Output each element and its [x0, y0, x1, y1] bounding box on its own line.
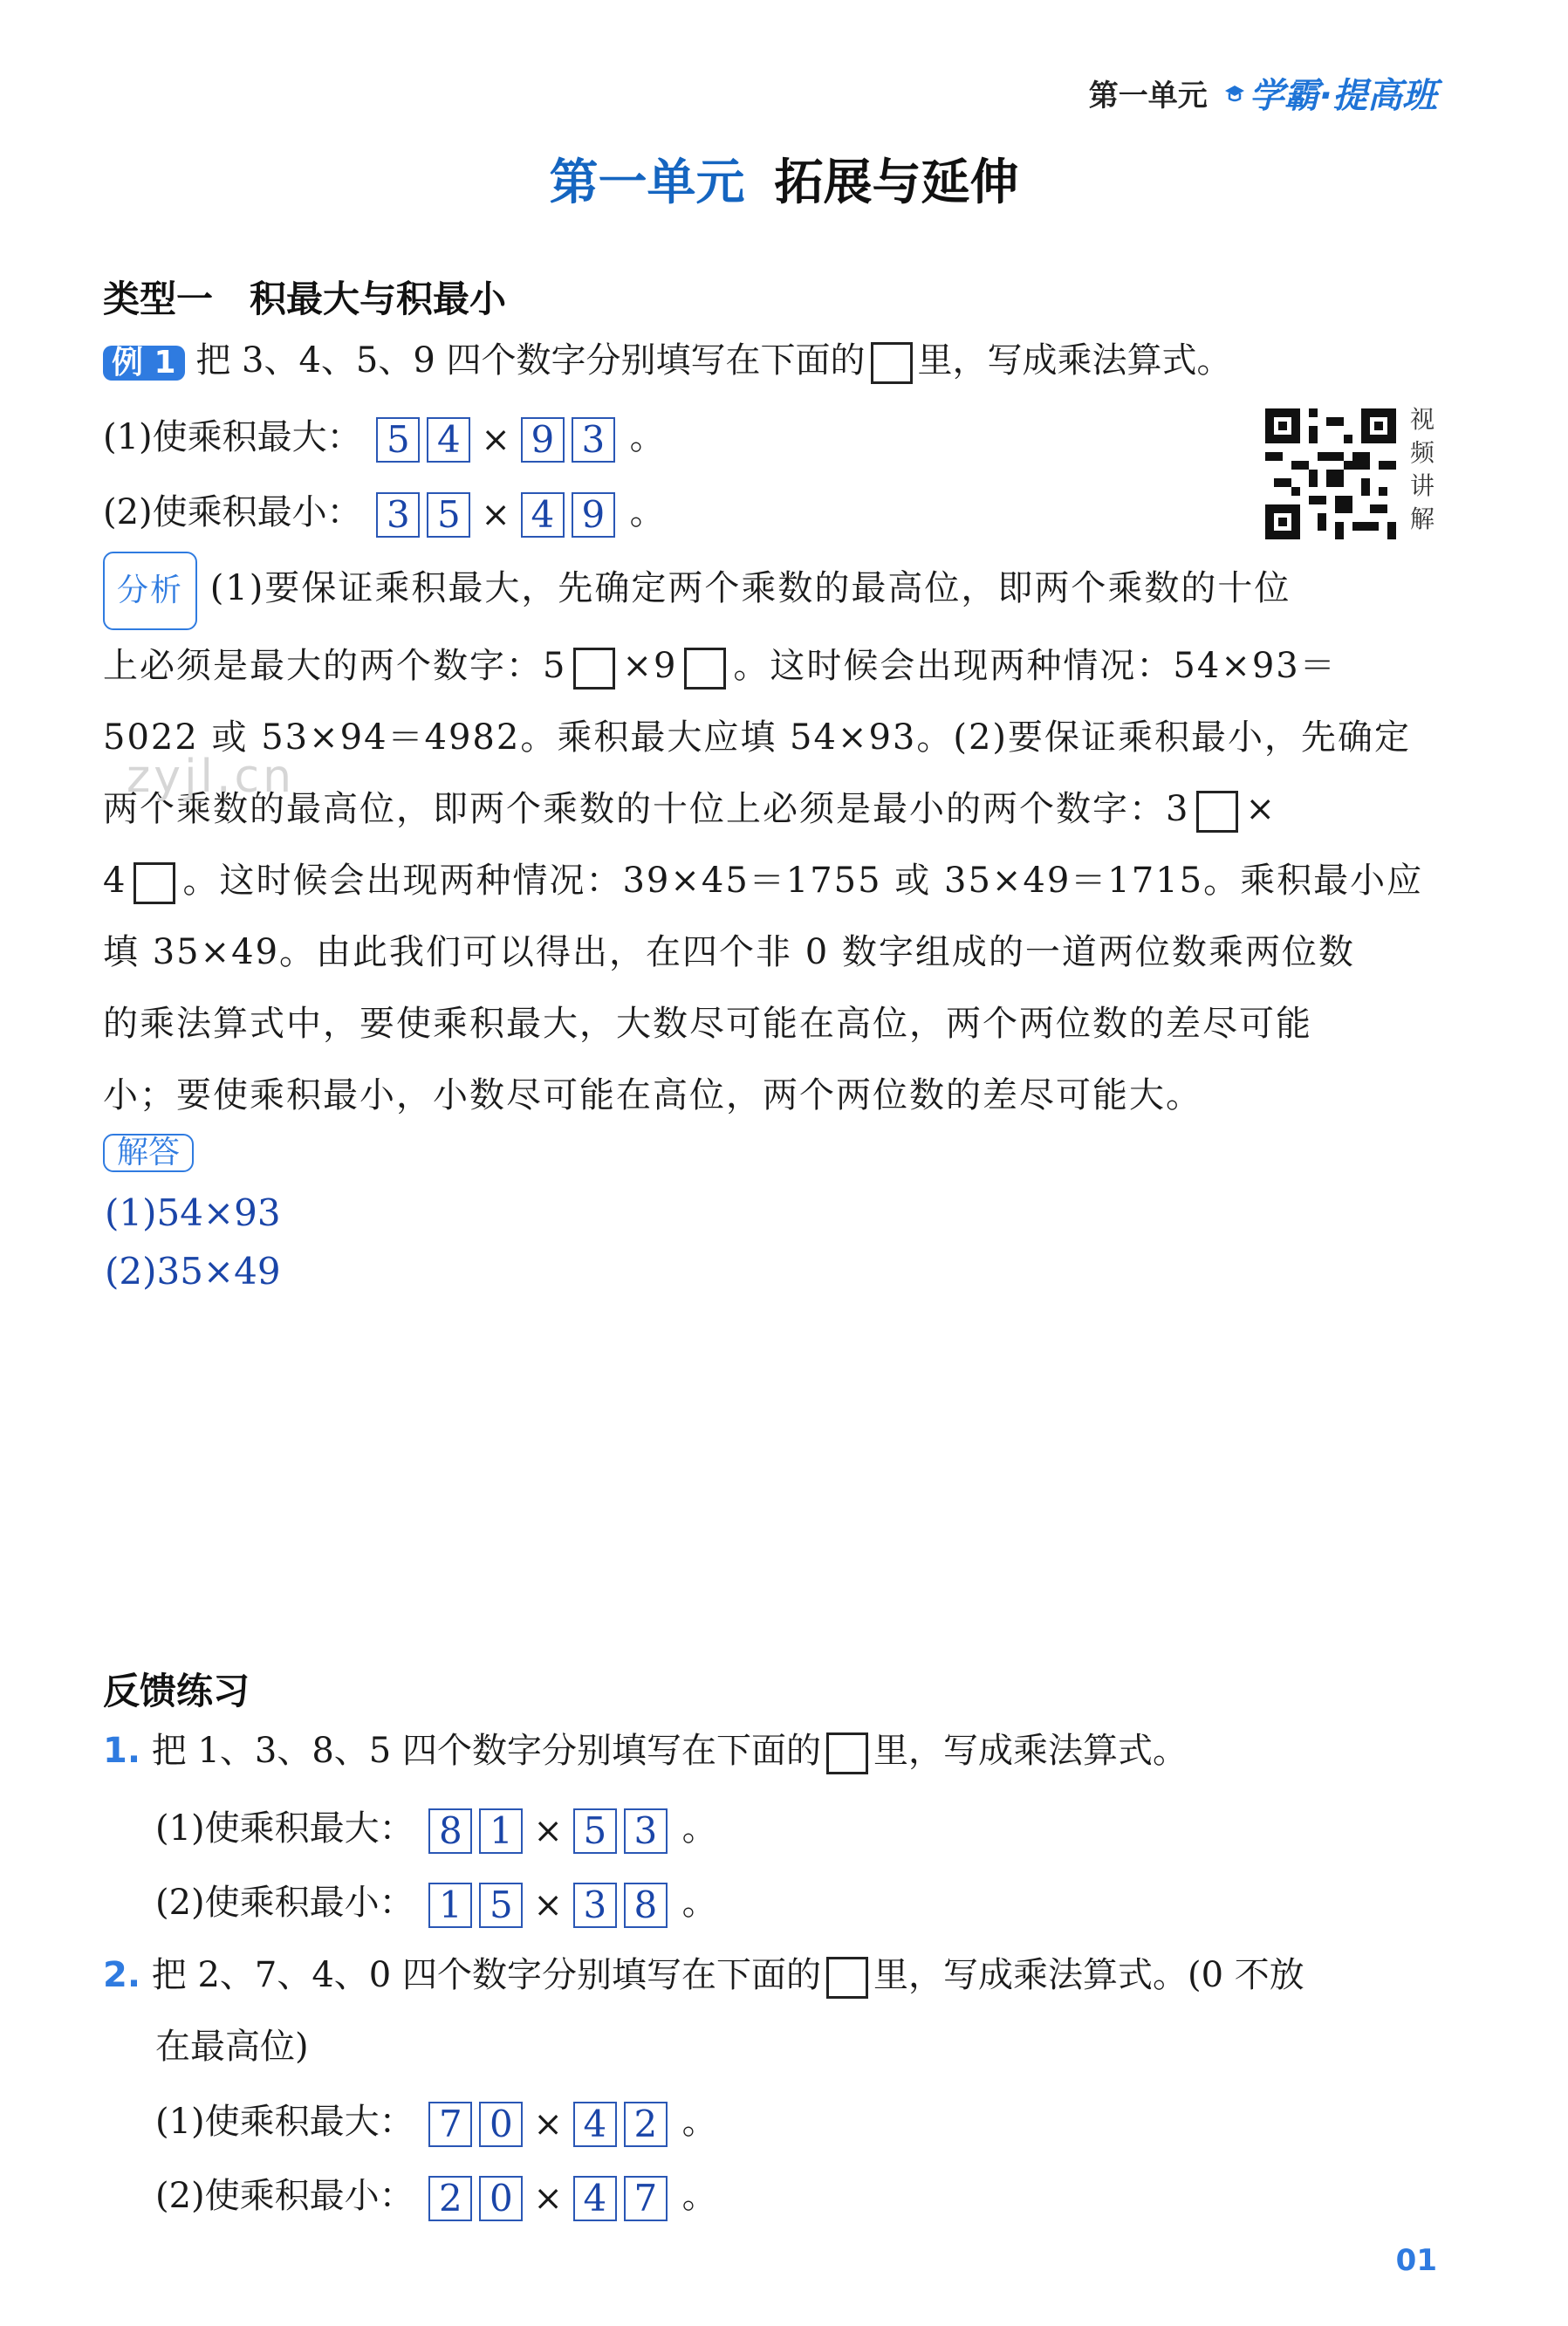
running-header [1089, 68, 1437, 118]
problem-2-prompt-cont: 在最高位) [155, 2027, 309, 2067]
period: 。 [681, 2176, 717, 2216]
digit-box: 8 [624, 1883, 668, 1928]
digit-box: 9 [521, 417, 565, 463]
problem-1-text-a: 把 1、3、8、5 四个数字分别填写在下面的 [151, 1731, 821, 1771]
analysis-line [103, 773, 1438, 845]
analysis-line: 的乘法算式中，要使乘积最大，大数尽可能在高位，两个两位数的差尽可能 [103, 1004, 1312, 1044]
problem-number: 2. [103, 1955, 141, 1995]
example-q2 [103, 492, 665, 538]
qr-code-icon[interactable] [1265, 408, 1396, 539]
times-sign: × [481, 420, 510, 460]
qr-caption-char: 视 [1409, 405, 1434, 434]
digit-box: 9 [572, 492, 615, 538]
problem-1-prompt [103, 1732, 1188, 1774]
digit-box: 8 [428, 1808, 472, 1854]
analysis-block [103, 552, 1438, 1131]
problem-1-text-b: 里，写成乘法算式。 [873, 1731, 1188, 1771]
analysis-text: 。这时候会出现两种情况：39×45＝1755 或 35×49＝1715。乘积最小应 [182, 861, 1424, 901]
times-sign: × [481, 495, 510, 535]
digit-box: 7 [624, 2176, 668, 2221]
digit-box: 3 [624, 1808, 668, 1854]
graduation-cap-icon [1223, 82, 1246, 105]
analysis-text: 。这时候会出现两种情况：54×93＝ [733, 646, 1337, 686]
digit-box: 1 [479, 1808, 523, 1854]
problem-2-text-a: 把 2、7、4、0 四个数字分别填写在下面的 [151, 1955, 821, 1995]
digit-box: 3 [572, 417, 615, 463]
period: 。 [629, 492, 665, 532]
digit-box: 3 [376, 492, 420, 538]
times-sign: × [533, 1885, 563, 1925]
problem-1-q1-label: (1)使乘积最大： [155, 1808, 414, 1849]
example-prompt [103, 342, 1232, 384]
header-brand [1223, 68, 1437, 118]
digit-box: 0 [479, 2176, 523, 2221]
problem-2-prompt [103, 1957, 1304, 1999]
analysis-text: (1)要保证乘积最大，先确定两个乘数的最高位，即两个乘数的十位 [209, 568, 1291, 608]
problem-2-q2 [155, 2176, 717, 2221]
digit-box: 1 [428, 1883, 472, 1928]
problem-2-text-b: 里，写成乘法算式。(0 不放 [873, 1955, 1304, 1995]
digit-box: 5 [479, 1883, 523, 1928]
analysis-line: 小；要使乘积最小，小数尽可能在高位，两个两位数的差尽可能大。 [103, 1075, 1202, 1115]
times-sign: × [533, 2178, 563, 2219]
analysis-text: 4 [103, 861, 127, 901]
analysis-tag: 分析 [103, 552, 197, 630]
analysis-text: × [1245, 789, 1277, 829]
blank-box [826, 1732, 868, 1774]
analysis-line: 5022 或 53×94＝4982。乘积最大应填 54×93。(2)要保证乘积最小，先确定 [103, 717, 1412, 758]
page-number: 01 [1395, 2243, 1437, 2278]
example-q1 [103, 417, 665, 463]
example-q1-label: (1)使乘积最大： [103, 417, 362, 457]
example-prompt-a: 把 3、4、5、9 四个数字分别填写在下面的 [195, 340, 866, 381]
feedback-heading: 反馈练习 [103, 1670, 250, 1712]
digit-box: 4 [573, 2102, 617, 2147]
digit-box: 4 [427, 417, 470, 463]
period: 。 [629, 417, 665, 457]
solution-heading [103, 1133, 194, 1172]
blank-box [826, 1957, 868, 1999]
qr-caption-char: 讲 [1409, 471, 1434, 500]
qr-caption-char: 解 [1409, 504, 1434, 533]
analysis-text: ×9 [622, 646, 678, 686]
period: 。 [681, 2102, 717, 2142]
digit-box: 3 [573, 1883, 617, 1928]
digit-box: 5 [573, 1808, 617, 1854]
analysis-text: 上必须是最大的两个数字：5 [103, 646, 567, 686]
digit-box: 0 [479, 2102, 523, 2147]
blank-box [1196, 791, 1238, 833]
analysis-text: 两个乘数的最高位，即两个乘数的十位上必须是最小的两个数字：3 [103, 789, 1190, 829]
digit-box: 4 [521, 492, 565, 538]
analysis-line [103, 552, 1438, 630]
qr-caption-char: 频 [1409, 438, 1434, 467]
problem-1-q2 [155, 1883, 717, 1928]
solution-tag: 解答 [103, 1134, 194, 1172]
digit-box: 4 [573, 2176, 617, 2221]
header-brand-text: 学霸·提高班 [1249, 76, 1437, 116]
answer-2: (2)35×49 [105, 1250, 281, 1293]
times-sign: × [533, 2104, 563, 2144]
header-unit: 第一单元 [1088, 79, 1208, 113]
problem-2-q1 [155, 2102, 717, 2147]
problem-1-q1 [155, 1808, 717, 1854]
analysis-line: 填 35×49。由此我们可以得出，在四个非 0 数字组成的一道两位数乘两位数 [103, 932, 1355, 972]
section-heading-type-one: 类型一 积最大与积最小 [103, 278, 507, 320]
blank-box [871, 342, 913, 384]
watermark: zyjl.cn [127, 751, 296, 803]
blank-box [134, 862, 175, 904]
title-unit: 第一单元 [549, 154, 745, 211]
digit-box: 5 [427, 492, 470, 538]
example-q2-label: (2)使乘积最小： [103, 492, 362, 532]
digit-box: 5 [376, 417, 420, 463]
analysis-line [103, 845, 1438, 916]
example-badge: 例 1 [103, 346, 185, 381]
problem-1-q2-label: (2)使乘积最小： [155, 1883, 414, 1923]
problem-2-q2-label: (2)使乘积最小： [155, 2176, 414, 2216]
answer-1: (1)54×93 [105, 1191, 281, 1234]
times-sign: × [533, 1811, 563, 1851]
example-prompt-b: 里，写成乘法算式。 [917, 340, 1232, 381]
blank-box [573, 648, 615, 690]
qr-caption [1405, 403, 1440, 536]
digit-box: 2 [428, 2176, 472, 2221]
title-topic: 拓展与延伸 [774, 154, 1019, 211]
analysis-line [103, 630, 1438, 702]
blank-box [684, 648, 726, 690]
digit-box: 7 [428, 2102, 472, 2147]
period: 。 [681, 1808, 717, 1849]
page-title [0, 144, 1568, 214]
problem-number: 1. [103, 1731, 141, 1771]
problem-2-q1-label: (1)使乘积最大： [155, 2102, 414, 2142]
period: 。 [681, 1883, 717, 1923]
digit-box: 2 [624, 2102, 668, 2147]
